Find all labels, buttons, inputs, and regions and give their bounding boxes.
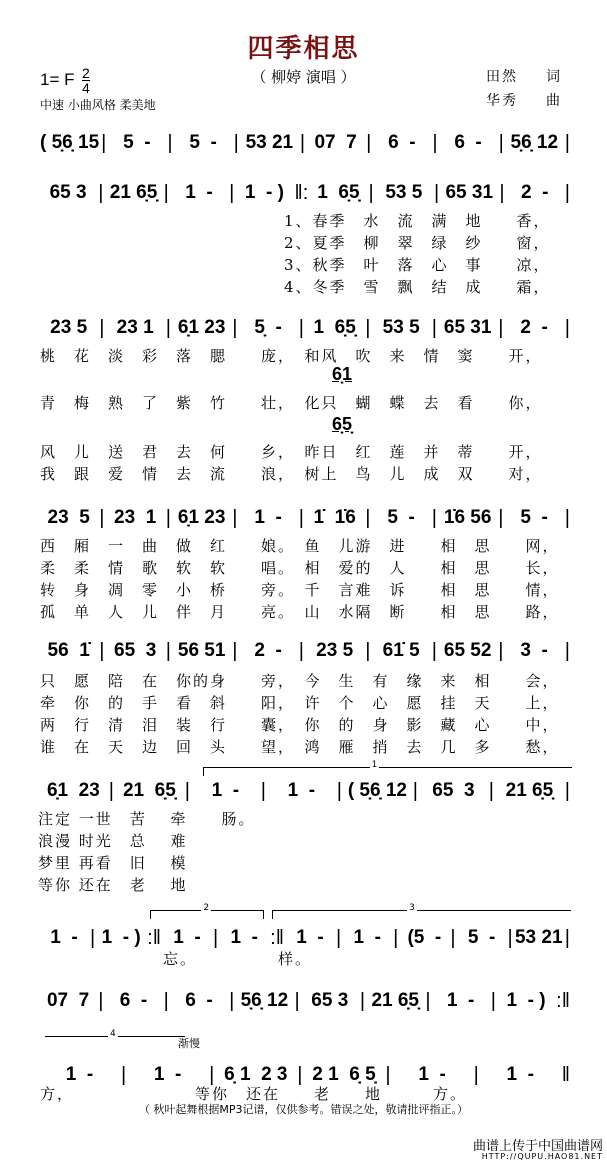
measure: 5 -	[123, 132, 151, 153]
alternate-notes: 6̣5̣	[332, 414, 353, 434]
lyric-line: 方，	[40, 1085, 75, 1103]
bar-line: |	[564, 506, 570, 529]
measure: 23 5	[50, 317, 88, 338]
notation-row	[40, 505, 572, 531]
watermark: 曲谱上传于中国曲谱网	[472, 1139, 603, 1154]
notation-row	[40, 778, 572, 804]
lyric-line: 3、秋季 叶 落 心 事 凉，	[284, 256, 551, 274]
bar-line: |	[359, 989, 366, 1012]
bar-line: |	[99, 506, 105, 529]
bar-line: |	[232, 506, 238, 529]
measure: 1 -	[185, 182, 213, 203]
bar-line: |	[564, 926, 570, 949]
measure: 2 -	[520, 182, 549, 203]
lyric-line: 浪漫 时光 总 难	[38, 832, 188, 850]
bar-line: |	[99, 639, 105, 662]
bar-line: |	[167, 131, 173, 154]
bar-line: |	[498, 316, 504, 339]
bar-line: |	[507, 926, 513, 949]
bar-line: |	[232, 639, 238, 662]
lyric-line: 等你 还在 老 地	[38, 876, 188, 894]
bar-line: |	[294, 989, 300, 1012]
bar-line: |	[99, 316, 105, 339]
notation-row	[40, 315, 572, 341]
measure: 65 3	[114, 640, 157, 661]
measure: 65 31	[445, 182, 494, 203]
measure: 53 21	[514, 927, 563, 948]
bar-line: |	[368, 181, 374, 204]
measure: 1 -	[230, 927, 258, 948]
bar-line: |	[499, 181, 505, 204]
measure: 65 31	[443, 317, 492, 338]
lyric-line: 我 跟 爱 情 去 流 浪， 树上 鸟 儿 成 双 对，	[40, 465, 543, 483]
measure: 65 52	[443, 640, 492, 661]
lyric-line: 梦里 再看 旧 模	[38, 854, 188, 872]
lyric-line: 孤 单 人 儿 伴 月 亮。 山 水隔 断 相 思 路，	[40, 603, 560, 621]
measure: 23 1	[116, 317, 154, 338]
time-denominator: 4	[82, 80, 90, 96]
bar-line: |	[490, 989, 496, 1012]
measure: 1 -	[418, 1064, 446, 1085]
measure: 1 - )	[101, 927, 141, 948]
bar-line: |	[473, 1063, 479, 1086]
bar-line: |	[165, 506, 171, 529]
measure: 53 5	[385, 182, 423, 203]
bar-line: |	[229, 989, 235, 1012]
measure: 1 -	[153, 1064, 182, 1085]
lyric-line: 样。	[278, 950, 313, 968]
bar-line: |	[232, 316, 238, 339]
bar-line: |	[432, 131, 438, 154]
measure: 5̣6̣ 12	[510, 132, 559, 153]
bar-line: |	[212, 926, 219, 949]
bar-line: |	[431, 506, 437, 529]
time-signature	[82, 66, 90, 95]
bar-line: |	[431, 316, 437, 339]
bar-line: |	[335, 926, 342, 949]
measure: ( 5̣6̣ 12	[347, 780, 407, 801]
key-signature: 1= F	[40, 70, 75, 89]
bar-line: |	[488, 779, 494, 802]
alternate-notes: 6̣1	[332, 364, 353, 384]
lyric-line: 1、春季 水 流 满 地 香，	[284, 212, 551, 230]
bar-line: |	[564, 316, 570, 339]
lyricist-name: 田然	[486, 69, 518, 85]
measure: (5 -	[407, 927, 442, 948]
bar-line: |	[385, 1063, 391, 1086]
bar-line: :‖	[270, 926, 284, 949]
measure: 5̣6̣ 12	[240, 990, 289, 1011]
bar-line: |	[564, 181, 570, 204]
bar-line: |	[450, 926, 456, 949]
measure: 1 6̣5̣	[313, 317, 356, 338]
lyric-line: 注定 一世 苦 牵 肠。	[38, 810, 256, 828]
volta-bracket-1	[203, 760, 572, 776]
measure: ( 5̣6̣ 15	[40, 132, 100, 153]
measure: 65 3	[432, 780, 475, 801]
measure: 1 -	[173, 927, 201, 948]
volta-label: 2	[203, 903, 210, 913]
measure: 53 21	[245, 132, 294, 153]
measure: 1 - )	[244, 182, 284, 203]
bar-line: ‖	[561, 1063, 570, 1086]
measure: 1 -	[50, 927, 78, 948]
measure: 6 -	[388, 132, 416, 153]
measure: 1 -	[296, 927, 324, 948]
bar-line: |	[564, 779, 570, 802]
bar-line: |	[498, 639, 504, 662]
measure: 1 -	[506, 1064, 534, 1085]
volta-label: 1	[371, 760, 378, 770]
measure: 1 -	[65, 1064, 94, 1085]
measure: 1 -	[211, 780, 240, 801]
lyric-line: 谁 在 天 边 回 头 望， 鸿 雁 捎 去 几 多 愁，	[40, 738, 560, 756]
bar-line: |	[498, 131, 504, 154]
bar-line: |	[165, 639, 171, 662]
measure: 6 -	[185, 990, 213, 1011]
tempo-marking: 中速 小曲风格 柔美地	[40, 98, 156, 112]
composer-name: 华秀	[486, 93, 518, 109]
measure: 21 6̣5̣	[122, 780, 176, 801]
bar-line: |	[184, 779, 190, 802]
bar-line: |	[365, 639, 371, 662]
notation-row	[40, 638, 572, 664]
bar-line: |	[89, 926, 96, 949]
measure: 6 -	[119, 990, 148, 1011]
bar-line: ‖:	[294, 181, 309, 204]
notation-row	[40, 180, 572, 206]
bar-line: |	[229, 181, 235, 204]
measure: 1̇ 1̇6	[313, 507, 356, 528]
bar-line: |	[564, 639, 570, 662]
measure: 65 3	[311, 990, 349, 1011]
lyric-line: 牵 你 的 手 看 斜 阳， 许 个 心 愿 挂 天 上，	[40, 694, 560, 712]
lyric-line: 两 行 清 泪 装 行 囊， 你 的 身 影 藏 心 中，	[40, 716, 560, 734]
bar-line: |	[298, 506, 304, 529]
bar-line: |	[299, 131, 306, 154]
bar-line: |	[165, 316, 171, 339]
ritardando-marking: 渐慢	[178, 1037, 200, 1050]
bar-line: |	[298, 316, 304, 339]
measure: 23 5	[47, 507, 90, 528]
measure: 21 6̣5̣	[371, 990, 419, 1011]
bar-line: |	[336, 779, 342, 802]
measure: 5 -	[189, 132, 217, 153]
measure: 6̣1 23	[177, 317, 226, 338]
bar-line: |	[498, 506, 504, 529]
volta-bracket-3	[272, 903, 571, 919]
measure: 5̣ -	[254, 317, 282, 338]
measure: 07 7	[46, 990, 90, 1011]
bar-line: |	[298, 639, 304, 662]
measure: 5 -	[467, 927, 496, 948]
bar-line: |	[365, 506, 371, 529]
measure: 6̣ 1 2 3	[224, 1064, 288, 1085]
measure: 6 -	[454, 132, 482, 153]
measure: 53 5	[382, 317, 420, 338]
bar-line: |	[209, 1063, 215, 1086]
measure: 6̣1 23	[46, 780, 100, 801]
bar-line: |	[233, 131, 239, 154]
bar-line: |	[98, 989, 104, 1012]
lyric-line: 西 厢 一 曲 做 红 娘。 鱼 儿游 进 相 思 网，	[40, 537, 560, 555]
singer: （ 柳婷 演唱 ）	[251, 68, 356, 86]
measure: 2 -	[254, 640, 282, 661]
bar-line: |	[101, 131, 107, 154]
measure: 65 3	[49, 182, 87, 203]
watermark-url: HTTP://QUPU.HAO81.NET	[481, 1152, 603, 1161]
lyric-line: 柔 柔 情 歌 软 软 唱。 相 爱的 人 相 思 长，	[40, 559, 560, 577]
volta-bracket-2	[150, 903, 264, 919]
bar-line: |	[433, 181, 440, 204]
measure: 1 -	[254, 507, 282, 528]
measure: 2 1 6̣ 5̣	[312, 1064, 376, 1085]
measure: 1̇6 56	[443, 507, 492, 528]
bar-line: |	[98, 181, 104, 204]
lyric-line: 4、冬季 雪 飘 结 成 霜，	[284, 278, 551, 296]
volta-label: 3	[409, 903, 415, 913]
measure: 3 -	[520, 640, 548, 661]
measure: 23 5	[316, 640, 354, 661]
volta-label: 4	[110, 1029, 116, 1039]
bar-line: |	[260, 779, 266, 802]
bar-line: |	[425, 989, 431, 1012]
lyric-line: 忘。	[163, 950, 198, 968]
measure: 5 -	[387, 507, 415, 528]
lyric-line: 等你 还在 老 地 方。	[195, 1085, 468, 1103]
measure: 21 6̣5̣	[109, 182, 158, 203]
measure: 23 1	[114, 507, 157, 528]
measure: 6̣1 23	[177, 507, 226, 528]
bar-line: |	[412, 779, 418, 802]
bar-line: |	[365, 316, 371, 339]
measure: 1 - )	[506, 990, 546, 1011]
measure: 56 1̇	[47, 640, 90, 661]
bar-line: |	[163, 989, 169, 1012]
notation-row	[40, 130, 572, 156]
bar-line: |	[297, 1063, 303, 1086]
measure: 2 -	[520, 317, 548, 338]
bar-line: |	[108, 779, 114, 802]
lyric-line: 2、夏季 柳 翠 绿 纱 窗，	[284, 234, 551, 252]
lyric-line: 转 身 凋 零 小 桥 旁。 千 言难 诉 相 思 情，	[40, 581, 560, 599]
bar-line: |	[163, 181, 169, 204]
notation-row	[40, 988, 572, 1014]
composer-role: 曲	[546, 93, 562, 109]
measure: 1 -	[446, 990, 475, 1011]
measure: 1 6̣5̣	[317, 182, 360, 203]
bar-line: |	[120, 1063, 127, 1086]
lyricist-role: 词	[546, 69, 562, 85]
song-title: 四季相思	[247, 34, 360, 64]
lyric-line: 青 梅 熟 了 紫 竹 壮， 化只 蝴 蝶 去 看 你，	[40, 394, 543, 412]
measure: 1 -	[287, 780, 316, 801]
measure: 07 7	[314, 132, 357, 153]
bar-line: :‖	[556, 989, 570, 1012]
lyric-line: 风 儿 送 君 去 何 乡， 昨日 红 莲 并 蒂 开，	[40, 443, 543, 461]
bar-line: :‖	[147, 926, 161, 949]
measure: 5 -	[520, 507, 548, 528]
bar-line: |	[366, 131, 372, 154]
time-numerator: 2	[82, 65, 90, 81]
measure: 61̇ 5	[382, 640, 420, 661]
bar-line: |	[393, 926, 399, 949]
bar-line: |	[564, 131, 570, 154]
measure: 21 6̣5̣	[505, 780, 554, 801]
bar-line: |	[431, 639, 437, 662]
lyric-line: 桃 花 淡 彩 落 腮 庞， 和风 吹 来 情 窦 开，	[40, 347, 543, 365]
measure: 1 -	[353, 927, 381, 948]
volta-bracket-4	[45, 1029, 185, 1045]
lyric-line: 只 愿 陪 在 你的身 旁， 今 生 有 缘 来 相 会，	[40, 672, 560, 690]
measure: 56 51	[177, 640, 226, 661]
footer-note: （ 秋叶起舞根据MP3记谱，仅供参考。错误之处，敬请批评指正。）	[138, 1103, 469, 1116]
